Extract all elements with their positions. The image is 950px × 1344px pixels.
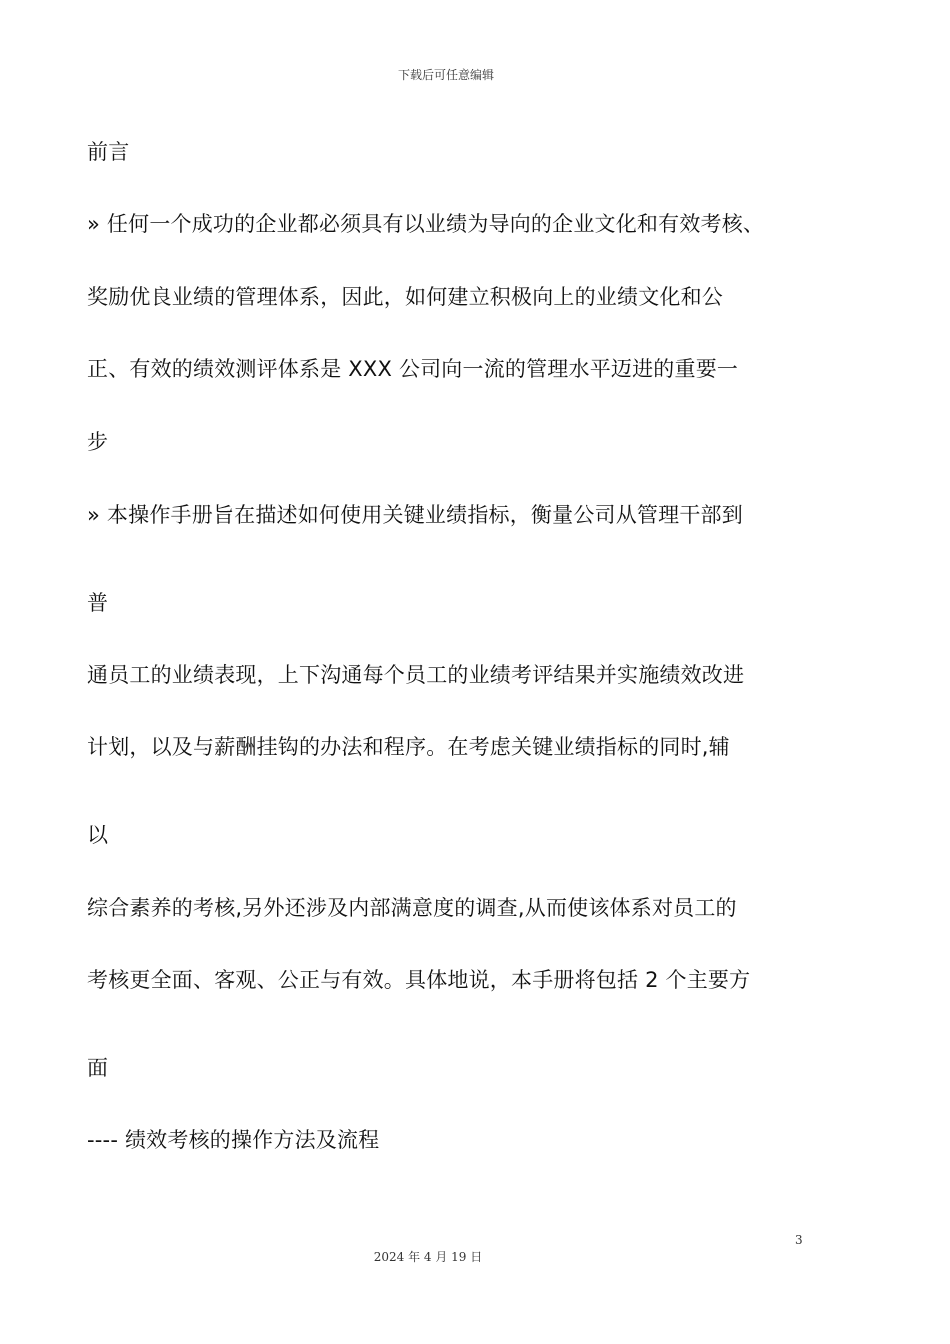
body-line: 计划，以及与薪酬挂钩的办法和程序。在考虑关键业绩指标的同时,辅: [87, 735, 730, 759]
page-number: 3: [795, 1233, 803, 1247]
body-line: 考核更全面、客观、公正与有效。具体地说，本手册将包括 2 个主要方: [87, 968, 751, 992]
body-line: ---- 绩效考核的操作方法及流程: [87, 1128, 380, 1152]
body-line: 以: [87, 823, 109, 847]
body-line: » 任何一个成功的企业都必须具有以业绩为导向的企业文化和有效考核、: [87, 212, 765, 236]
body-line: 普: [87, 591, 109, 615]
body-line: 步: [87, 430, 109, 454]
section-title: 前言: [87, 140, 130, 164]
footer-date: 2024 年 4 月 19 日: [373, 1250, 483, 1264]
body-line: 通员工的业绩表现，上下沟通每个员工的业绩考评结果并实施绩效改进: [87, 663, 745, 687]
body-line: 综合素养的考核,另外还涉及内部满意度的调查,从而使该体系对员工的: [87, 896, 737, 920]
page-header: 下载后可任意编辑: [397, 68, 494, 82]
body-line: 正、有效的绩效测评体系是 XXX 公司向一流的管理水平迈进的重要一: [87, 357, 739, 381]
body-line: 面: [87, 1056, 109, 1080]
body-line: 奖励优良业绩的管理体系，因此，如何建立积极向上的业绩文化和公: [87, 285, 723, 309]
body-line: » 本操作手册旨在描述如何使用关键业绩指标，衡量公司从管理干部到: [87, 503, 743, 527]
